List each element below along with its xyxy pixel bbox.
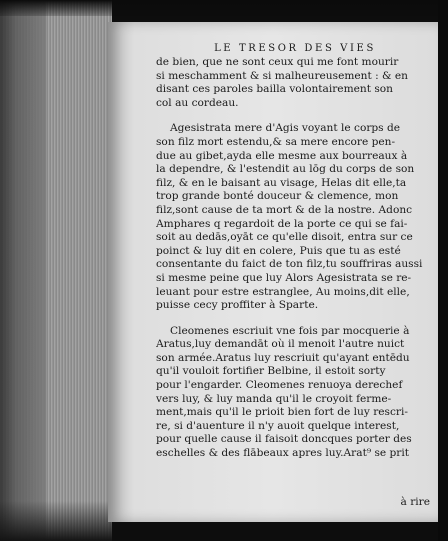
top-shadow bbox=[0, 0, 448, 16]
text-line: due au gibet,ayda elle mesme aux bourreaux à bbox=[156, 149, 408, 162]
text-line: son filz mort estendu,& sa mere encore pen- bbox=[156, 135, 396, 148]
text-line: puisse cecy proffiter à Sparte. bbox=[156, 299, 319, 312]
text-line: qu'il vouloit fortifier Belbine, il estoit sorty bbox=[156, 365, 386, 378]
text-line: Cleomenes escriuit vne fois par mocquerie à bbox=[170, 324, 410, 337]
text-line: re, si d'auenture il n'y auoit quelque interest, bbox=[156, 419, 400, 432]
text-line: Aratus,luy demandāt où il menoit l'autre nuict bbox=[156, 338, 405, 351]
text-line: Amphares q regardoit de la porte ce qui se fai- bbox=[156, 217, 408, 230]
text-line: leuant pour estre estranglee, Au moins,dit elle, bbox=[156, 285, 410, 298]
right-background bbox=[438, 0, 448, 541]
page-text-block bbox=[156, 22, 434, 461]
text-line: vers luy, & luy manda qu'il le croyoit ferme- bbox=[156, 392, 392, 405]
text-line: col au cordeau. bbox=[156, 96, 239, 109]
text-line: si mesme peine que luy Alors Agesistrata se re- bbox=[156, 271, 412, 284]
text-line: trop grande bonté douceur & clemence, mon bbox=[156, 190, 399, 203]
text-line: eschelles & des flābeaux apres luy.Arat⁹ se prit bbox=[156, 447, 410, 460]
text-line: filz, & en le baisant au visage, Helas dit elle,ta bbox=[156, 176, 407, 189]
running-head: LE TRESOR DES VIES bbox=[214, 43, 376, 54]
paragraph-3 bbox=[156, 325, 434, 461]
text-line: soit au dedās,oyāt ce qu'elle disoit, entra sur ce bbox=[156, 231, 413, 244]
text-line: son armée.Aratus luy rescriuit qu'ayant entēdu bbox=[156, 351, 410, 364]
text-line: Agesistrata mere d'Agis voyant le corps de bbox=[170, 122, 401, 135]
text-line: si meschamment & si malheureusement : & en bbox=[156, 69, 408, 82]
text-line: de bien, que ne sont ceux qui me font mourir bbox=[156, 56, 399, 68]
text-line: disant ces paroles bailla volontairement son bbox=[156, 83, 393, 96]
catchword: à rire bbox=[400, 496, 430, 508]
text-line: pour l'engarder. Cleomenes renuoya derechef bbox=[156, 379, 403, 392]
paragraph-2 bbox=[156, 122, 434, 312]
text-line: poinct & luy dit en colere, Puis que tu as esté bbox=[156, 244, 401, 257]
paragraph-1 bbox=[156, 56, 434, 110]
book-fore-edge bbox=[0, 0, 112, 541]
text-line: ment,mais qu'il le prioit bien fort de luy rescri- bbox=[156, 406, 408, 419]
text-line: pour quelle cause il faisoit doncques porter des bbox=[156, 433, 412, 446]
text-line: filz,sont cause de ta mort & de la nostre. Adonc bbox=[156, 203, 413, 216]
text-line: la dependre, & l'estendit au lōg du corps de son bbox=[156, 163, 415, 176]
book-page bbox=[108, 22, 438, 522]
text-line: consentante du faict de ton filz,tu souffriras aussi bbox=[156, 258, 423, 271]
